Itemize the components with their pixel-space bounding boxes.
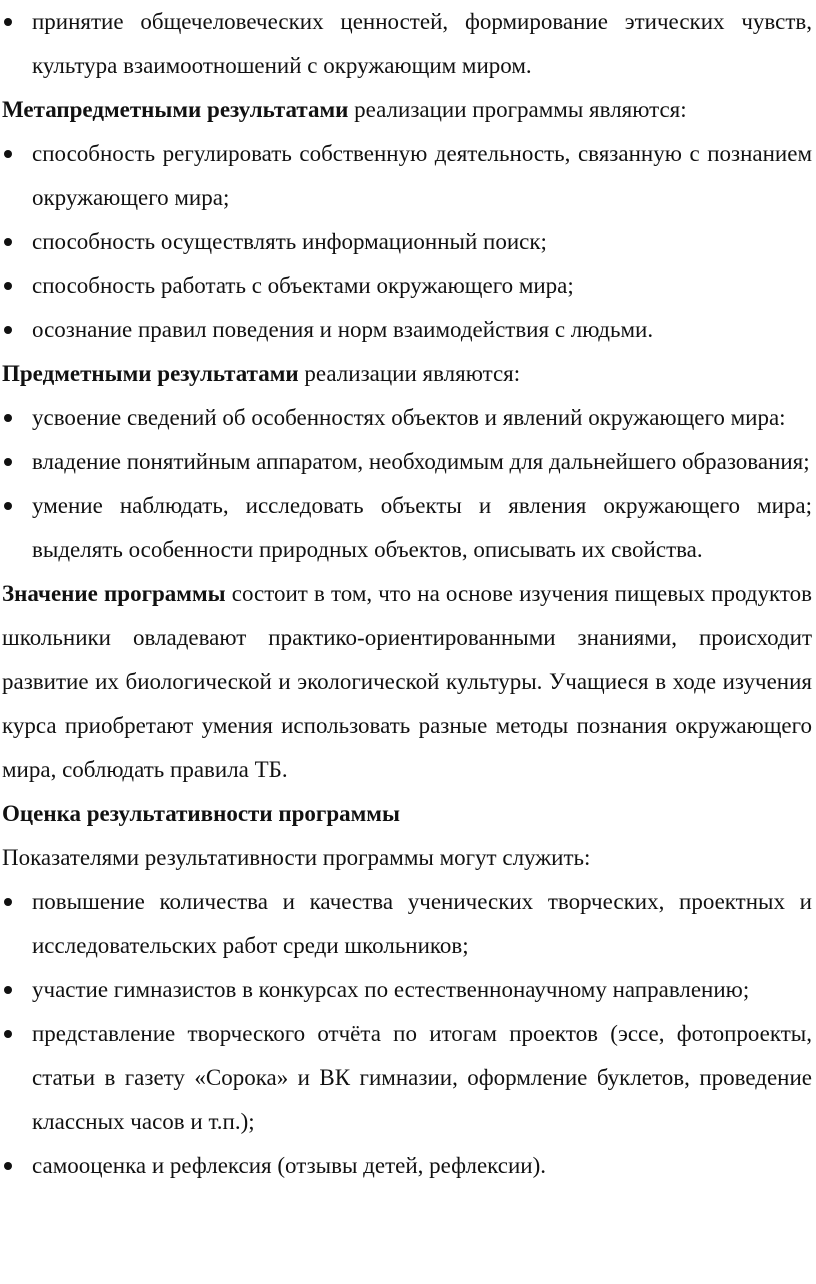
evaluation-heading — [2, 792, 812, 836]
list-item: осознание правил поведения и норм взаимодействия с людьми. — [2, 308, 812, 352]
subject-results-heading — [2, 352, 812, 396]
list-item: представление творческого отчёта по итогам проектов (эссе, фотопроекты, статьи в газету «Сорока» и ВК гимназии, оформление буклетов, проведение классных часов и т.п.); — [2, 1012, 812, 1144]
subject-results-title: Предметными результатами — [2, 361, 299, 386]
meta-results-heading — [2, 88, 812, 132]
list-item: самооценка и рефлексия (отзывы детей, рефлексии). — [2, 1144, 812, 1188]
program-value-text: состоит в том, что на основе изучения пищевых продуктов школьники овладевают практико-ориентированными знаниями, происходит развитие их биологической и экологической культуры. Учащиеся в ходе изучения курса приобретают умения использовать разные методы познания окружающего мира, соблюдать правила ТБ. — [2, 581, 812, 782]
evaluation-title: Оценка результативности программы — [2, 801, 400, 826]
meta-results-title-rest: реализации программы являются: — [348, 97, 687, 122]
list-item: усвоение сведений об особенностях объектов и явлений окружающего мира: — [2, 396, 812, 440]
list-item: способность осуществлять информационный поиск; — [2, 220, 812, 264]
meta-results-title: Метапредметными результатами — [2, 97, 349, 122]
subject-results-title-rest: реализации являются: — [298, 361, 521, 386]
list-item: способность регулировать собственную деятельность, связанную с познанием окружающего мира; — [2, 132, 812, 220]
program-value-paragraph — [2, 572, 812, 792]
evaluation-intro: Показателями результативности программы могут служить: — [2, 845, 591, 870]
list-item: умение наблюдать, исследовать объекты и явления окружающего мира; выделять особенности природных объектов, описывать их свойства. — [2, 484, 812, 572]
list-item: способность работать с объектами окружающего мира; — [2, 264, 812, 308]
list-item: участие гимназистов в конкурсах по естественнонаучному направлению; — [2, 968, 812, 1012]
program-value-title: Значение программы — [2, 581, 226, 606]
list-item: принятие общечеловеческих ценностей, формирование этических чувств, культура взаимоотношений с окружающим миром. — [2, 0, 812, 88]
list-item: повышение количества и качества ученических творческих, проектных и исследовательских работ среди школьников; — [2, 880, 812, 968]
list-item: владение понятийным аппаратом, необходимым для дальнейшего образования; — [2, 440, 812, 484]
